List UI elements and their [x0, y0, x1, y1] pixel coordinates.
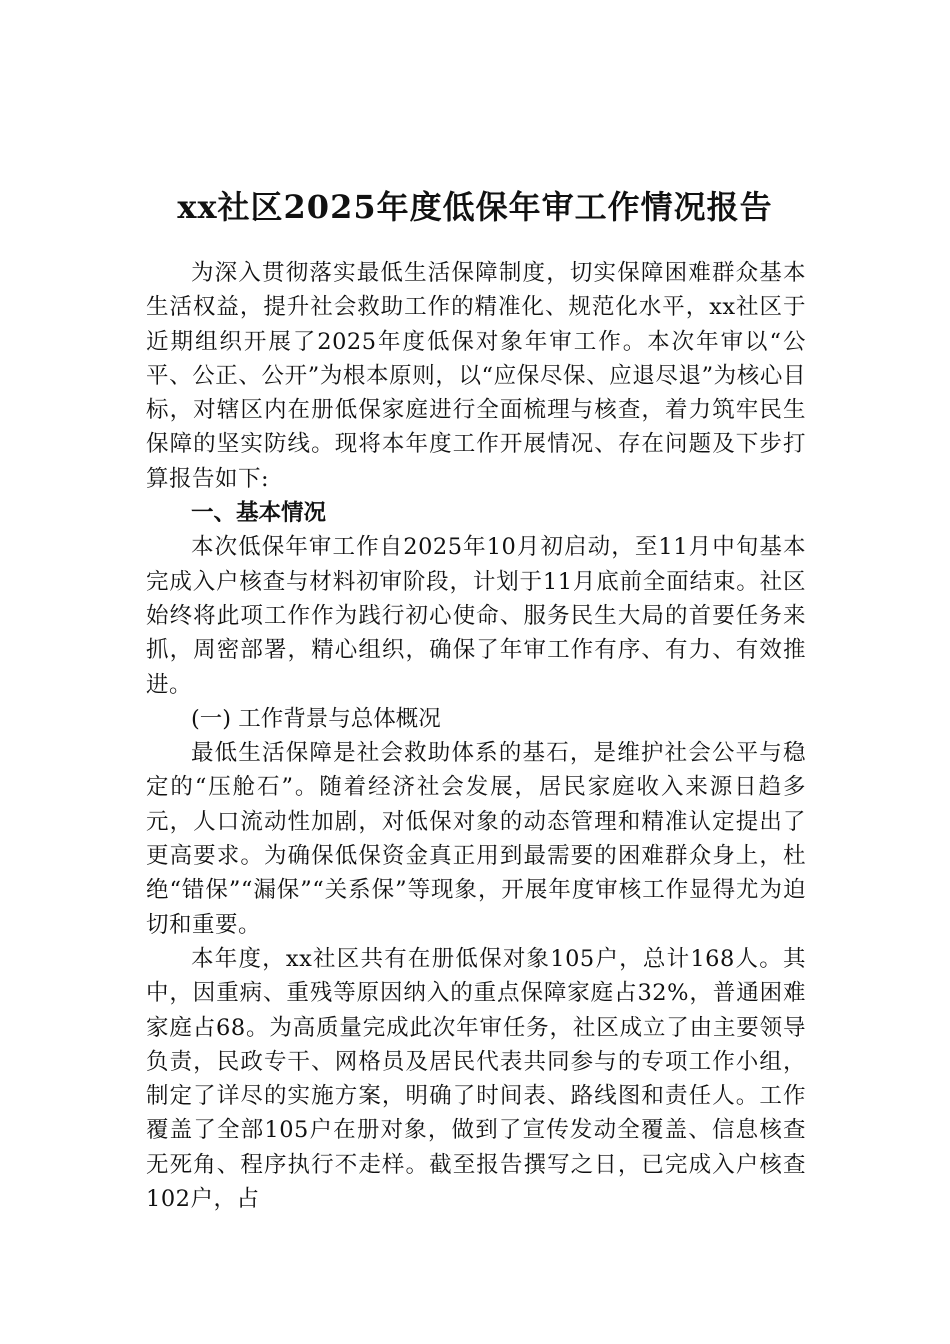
section-1-paragraph: 本次低保年审工作自2025年10月初启动，至11月中旬基本完成入户核查与材料初审阶段，计划于11月底前全面结束。社区始终将此项工作作为践行初心使命、服务民生大局的首要任务来抓，周密部署，精心组织，确保了年审工作有序、有力、有效推进。 — [146, 534, 806, 698]
background-paragraph: 最低生活保障是社会救助体系的基石，是维护社会公平与稳定的“压舱石”。随着经济社会发展，居民家庭收入来源日趋多元，人口流动性加剧，对低保对象的动态管理和精准认定提出了更高要求。为确保低保资金真正用到最需要的困难群众身上，杜绝“错保”“漏保”“关系保”等现象，开展年度审核工作显得尤为迫切和重要。 — [146, 740, 806, 938]
intro-paragraph: 为深入贯彻落实最低生活保障制度，切实保障困难群众基本生活权益，提升社会救助工作的精准化、规范化水平，xx社区于近期组织开展了2025年度低保对象年审工作。本次年审以“公平、公正、公开”为根本原则，以“应保尽保、应退尽退”为核心目标，对辖区内在册低保家庭进行全面梳理与核查，着力筑牢民生保障的坚实防线。现将本年度工作开展情况、存在问题及下步打算报告如下: — [146, 260, 806, 492]
section-heading-basic-situation: 一、基本情况 — [191, 500, 327, 527]
document-title: xx社区2025年度低保年审工作情况报告 — [177, 188, 773, 227]
overview-paragraph: 本年度，xx社区共有在册低保对象105户，总计168人。其中，因重病、重残等原因纳入的重点保障家庭占32%，普通困难家庭占68。为高质量完成此次年审任务，社区成立了由主要领导负责，民政专干、网格员及居民代表共同参与的专项工作小组，制定了详尽的实施方案，明确了时间表、路线图和责任人。工作覆盖了全部105户在册对象，做到了宣传发动全覆盖、信息核查无死角、程序执行不走样。截至报告撰写之日，已完成入户核查102户，占 — [146, 945, 806, 1213]
document-body — [146, 256, 806, 1216]
subsection-heading-background: (一) 工作背景与总体概况 — [191, 705, 441, 732]
